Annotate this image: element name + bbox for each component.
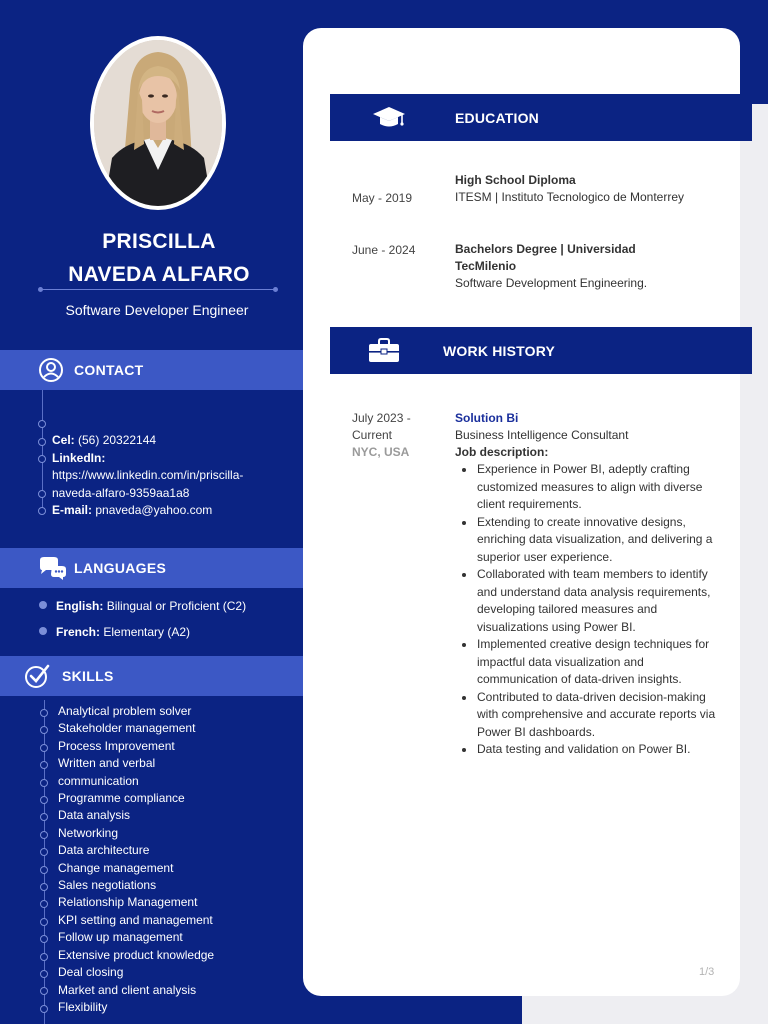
skill-item: Data architecture [58, 843, 150, 858]
work-history-heading: WORK HISTORY [443, 342, 556, 359]
contact-heading: CONTACT [74, 362, 144, 378]
skill-item: Networking [58, 825, 119, 840]
skill-item: Process Improvement [58, 738, 175, 753]
education-header [330, 94, 752, 141]
work-history-header [330, 327, 752, 374]
page-number: 1/3 [699, 966, 715, 978]
chat-bubbles-icon [38, 556, 68, 580]
education-title: High School Diploma [455, 173, 576, 187]
skill-item: Data analysis [58, 808, 131, 823]
timeline-dot [40, 918, 48, 926]
timeline-dot [38, 420, 46, 428]
skills-heading: SKILLS [62, 668, 114, 684]
briefcase-icon [368, 338, 400, 364]
work-date-end: Current [352, 428, 393, 442]
work-date-start: July 2023 - [352, 411, 411, 425]
job-bullet: Experience in Power BI, adeptly crafting customized measures to align with diverse client requirements. [455, 461, 720, 514]
work-entry [455, 410, 720, 759]
language-name: French: [56, 625, 101, 639]
timeline-dot [38, 507, 46, 515]
timeline-dot [38, 438, 46, 446]
email-row [52, 502, 292, 520]
skill-item: Extensive product knowledge [58, 947, 215, 962]
last-name: NAVEDA ALFARO [68, 263, 250, 286]
job-description-label: Job description: [455, 445, 549, 459]
timeline-dot [40, 709, 48, 717]
language-english [56, 599, 246, 613]
first-name: PRISCILLA [102, 230, 216, 253]
timeline-dot [40, 831, 48, 839]
skills-header [0, 656, 303, 696]
graduation-cap-icon [372, 104, 406, 132]
timeline-dot [40, 883, 48, 891]
education-heading: EDUCATION [455, 109, 539, 126]
company-name: Solution Bi [455, 411, 519, 425]
education-date: May - 2019 [352, 191, 413, 205]
timeline-dot [40, 796, 48, 804]
phone-label: Cel: [52, 433, 75, 447]
job-title: Software Developer Engineer [65, 302, 249, 318]
timeline-dot [38, 455, 46, 463]
name-divider [40, 289, 276, 290]
language-level: Elementary (A2) [103, 625, 191, 639]
language-french [56, 625, 190, 639]
work-date [352, 410, 411, 461]
email-label: E-mail: [52, 503, 93, 517]
linkedin-link-line2[interactable]: naveda-alfaro-9359aa1a8 [52, 485, 190, 500]
job-role: Business Intelligence Consultant [455, 428, 629, 442]
job-bullet: Contributed to data-driven decision-making with comprehensive and accurate reports via Power BI dashboards. [455, 689, 720, 742]
skill-item: Change management [58, 860, 174, 875]
linkedin-link-line1[interactable]: https://www.linkedin.com/in/priscilla- [52, 468, 244, 482]
skill-item: Analytical problem solver [58, 704, 192, 718]
skill-item: Relationship Management [58, 895, 198, 910]
email-link[interactable]: pnaveda@yahoo.com [95, 503, 213, 517]
education-entry [455, 241, 725, 292]
linkedin-label: LinkedIn: [52, 450, 106, 465]
phone-value: (56) 20322144 [78, 433, 157, 447]
candidate-name [0, 225, 318, 291]
timeline-dot [38, 490, 46, 498]
language-bullet [39, 601, 47, 609]
timeline-dot [40, 744, 48, 752]
user-circle-icon [38, 357, 64, 383]
skill-item: communication [58, 773, 139, 788]
timeline-dot [40, 970, 48, 978]
timeline-dot [40, 779, 48, 787]
skill-item: Follow up management [58, 930, 183, 945]
skill-item: Written and verbal [58, 756, 156, 771]
education-title: Bachelors Degree | Universidad [455, 242, 636, 256]
skill-item: Deal closing [58, 965, 124, 980]
profile-photo [90, 36, 226, 210]
job-bullet: Implemented creative design techniques for impactful data visualization and communication of data-driven insights. [455, 636, 720, 689]
skills-list [58, 703, 298, 1016]
phone-row [52, 432, 292, 450]
timeline-dot [40, 953, 48, 961]
education-date: June - 2024 [352, 243, 416, 257]
skill-item: Programme compliance [58, 791, 185, 806]
language-name: English: [56, 599, 104, 613]
skill-item: Sales negotiations [58, 878, 157, 893]
education-title-cont: TecMilenio [455, 259, 517, 273]
skill-item: Flexibility [58, 999, 108, 1014]
contact-details [52, 432, 292, 520]
language-bullet [39, 627, 47, 635]
education-entry [455, 172, 725, 206]
job-bullet: Collaborated with team members to identify and understand data analysis requirements, developing tailored measures and visualizations using Power BI. [455, 566, 720, 636]
timeline-dot [40, 1005, 48, 1013]
education-detail: ITESM | Instituto Tecnologico de Monterrey [455, 190, 685, 204]
job-bullets [455, 461, 720, 759]
education-detail: Software Development Engineering. [455, 276, 648, 290]
languages-heading: LANGUAGES [74, 560, 167, 576]
job-bullet: Extending to create innovative designs, enriching data visualization, and delivering a superior user experience. [455, 514, 720, 567]
contact-header [0, 350, 303, 390]
languages-header [0, 548, 303, 588]
skill-item: Market and client analysis [58, 982, 197, 997]
work-location: NYC, USA [352, 445, 410, 459]
language-level: Bilingual or Proficient (C2) [106, 599, 247, 613]
skill-item: Stakeholder management [58, 721, 196, 736]
checkmark-circle-icon [24, 663, 50, 689]
linkedin-row [52, 450, 292, 468]
skill-item: KPI setting and management [58, 912, 213, 927]
job-bullet: Data testing and validation on Power BI. [455, 741, 720, 759]
timeline-dot [40, 866, 48, 874]
